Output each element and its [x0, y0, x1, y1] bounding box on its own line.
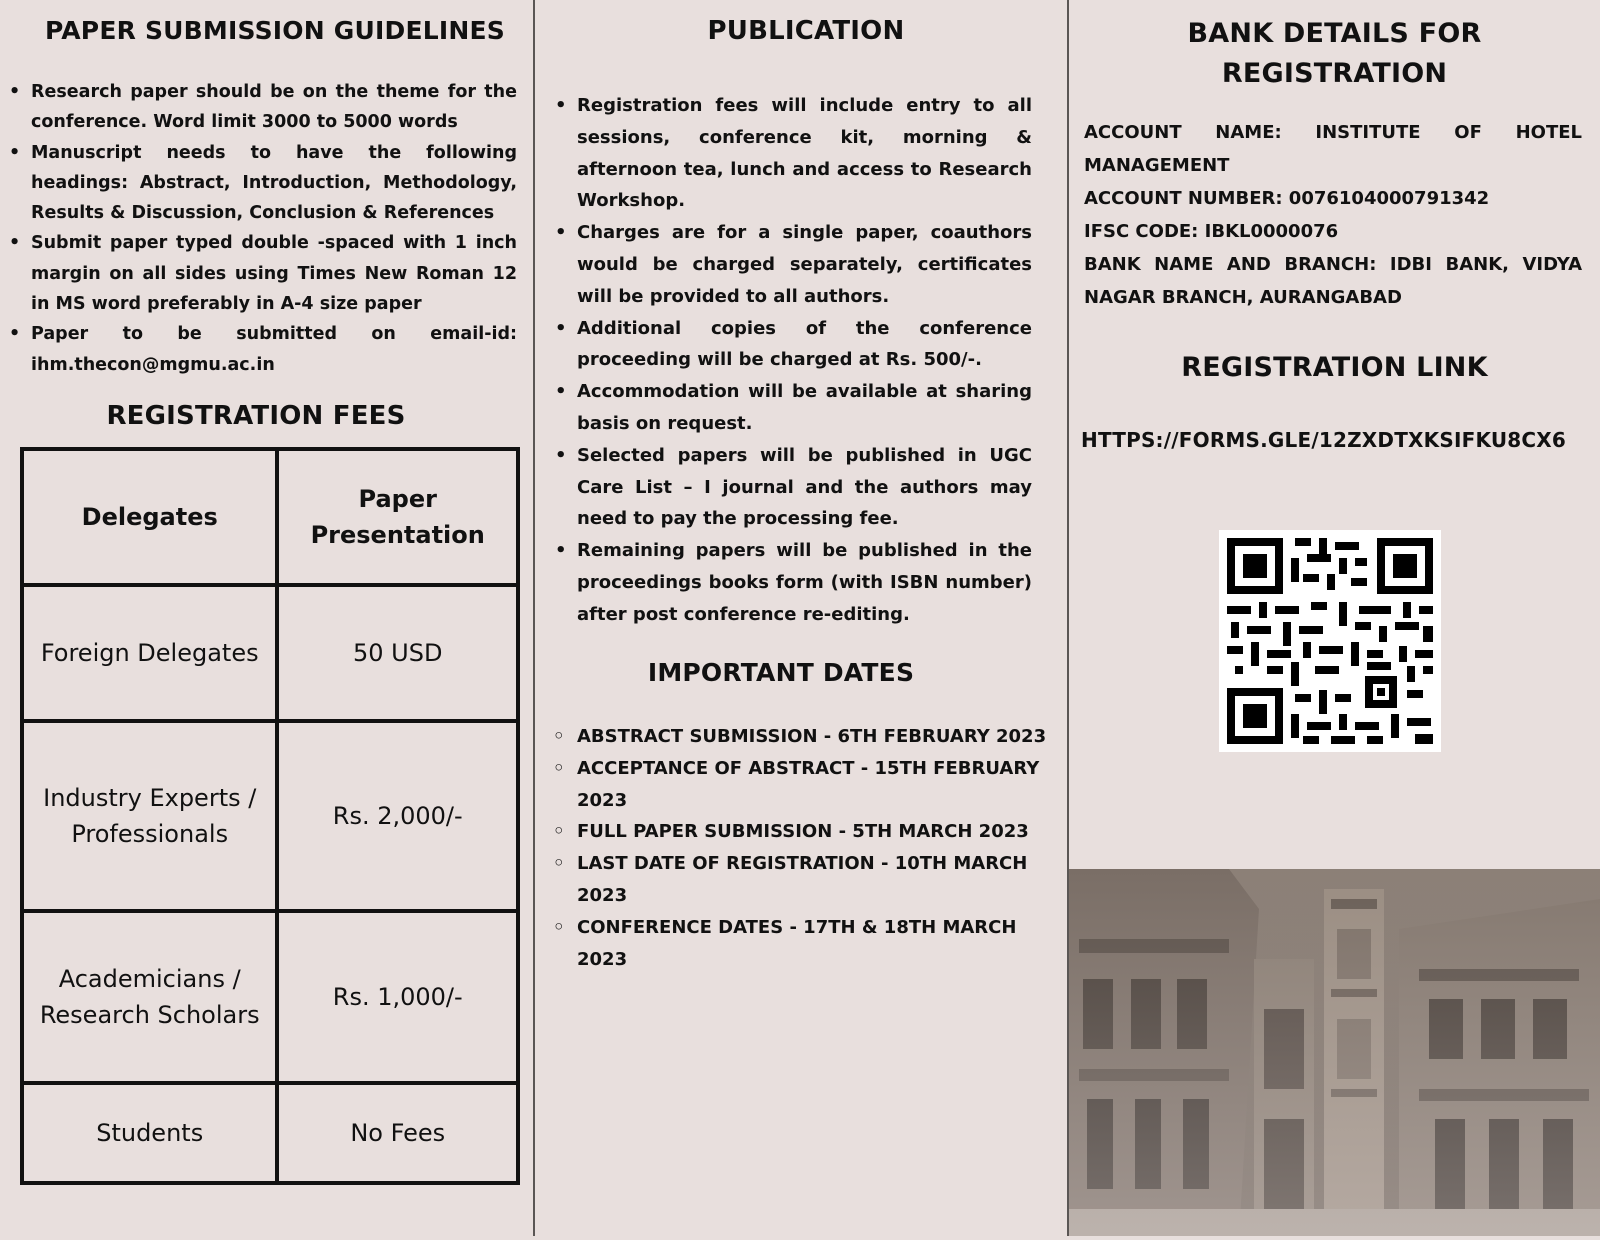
date-item: ◦ LAST DATE OF REGISTRATION - 10TH MARCH 2023	[577, 848, 1055, 912]
ifsc-code: IFSC CODE: IBKL0000076	[1084, 221, 1339, 242]
submission-guidelines-heading: PAPER SUBMISSION GUIDELINES	[45, 16, 505, 45]
important-dates-heading: IMPORTANT DATES	[647, 658, 915, 687]
date-item: ◦ ABSTRACT SUBMISSION - 6TH FEBRUARY 2023	[577, 721, 1055, 753]
publication-item: • Selected papers will be published in UGC Care List – I journal and the authors may need to pay the processing fee.	[577, 440, 1032, 535]
bank-panel	[1069, 0, 1600, 1236]
bank-branch: BANK NAME AND BRANCH: IDBI BANK, VIDYA NAGAR BRANCH, AURANGABAD	[1084, 254, 1582, 308]
delegate-cell: Students	[22, 1083, 277, 1183]
account-number: ACCOUNT NUMBER: 0076104000791342	[1084, 188, 1490, 209]
registration-link[interactable]: HTTPS://FORMS.GLE/12ZXDTXKSIFKU8CX6	[1081, 428, 1566, 452]
date-item: ◦ CONFERENCE DATES - 17TH & 18TH MARCH 2023	[577, 912, 1055, 976]
bank-heading-line: BANK DETAILS FOR	[1187, 18, 1482, 49]
publication-item: • Charges are for a single paper, coauthors would be charged separately, certificates will be provided to all authors.	[577, 217, 1032, 312]
table-row	[22, 721, 518, 911]
publication-item: • Registration fees will include entry to all sessions, conference kit, morning & afternoon tea, lunch and access to Research Workshop.	[577, 90, 1032, 217]
table-row	[22, 1083, 518, 1183]
table-row	[22, 911, 518, 1083]
guideline-item: • Paper to be submitted on email-id: ihm.thecon@mgmu.ac.in	[31, 319, 517, 380]
registration-link-heading: REGISTRATION LINK	[1181, 352, 1488, 383]
fee-cell: No Fees	[277, 1083, 518, 1183]
column-header-paper-presentation: Paper Presentation	[277, 449, 518, 585]
bank-heading-line: REGISTRATION	[1221, 58, 1448, 89]
fee-cell: Rs. 1,000/-	[277, 911, 518, 1083]
guidelines-list	[31, 77, 517, 380]
guideline-item: • Manuscript needs to have the following headings: Abstract, Introduction, Methodology, Results & Discussion, Conclusion & References	[31, 138, 517, 229]
fee-cell: Rs. 2,000/-	[277, 721, 518, 911]
publication-item: • Additional copies of the conference proceeding will be charged at Rs. 500/-.	[577, 313, 1032, 377]
guideline-item: • Submit paper typed double -spaced with 1 inch margin on all sides using Times New Roman 12 in MS word preferably in A-4 size paper	[31, 228, 517, 319]
bank-details-heading	[1069, 14, 1600, 94]
guideline-item: • Research paper should be on the theme for the conference. Word limit 3000 to 5000 words	[31, 77, 517, 138]
publication-item: • Accommodation will be available at sharing basis on request.	[577, 376, 1032, 440]
publication-item: • Remaining papers will be published in the proceedings books form (with ISBN number) after post conference re-editing.	[577, 535, 1032, 630]
qr-code-icon	[1219, 530, 1441, 752]
important-dates-list	[577, 721, 1055, 975]
bank-details	[1084, 116, 1582, 314]
delegate-cell: Industry Experts / Professionals	[22, 721, 277, 911]
date-item: ◦ FULL PAPER SUBMISSION - 5TH MARCH 2023	[577, 816, 1055, 848]
delegate-cell: Foreign Delegates	[22, 585, 277, 721]
date-item: ◦ ACCEPTANCE OF ABSTRACT - 15TH FEBRUARY 2023	[577, 753, 1055, 817]
fee-cell: 50 USD	[277, 585, 518, 721]
publication-heading: PUBLICATION	[707, 16, 905, 46]
account-name: ACCOUNT NAME: INSTITUTE OF HOTEL MANAGEMENT	[1084, 122, 1582, 176]
publication-list	[577, 90, 1032, 631]
temple-photo	[1069, 869, 1600, 1236]
column-header-delegates: Delegates	[22, 449, 277, 585]
delegate-cell: Academicians / Research Scholars	[22, 911, 277, 1083]
table-header-row	[22, 449, 518, 585]
submission-panel	[0, 0, 533, 1236]
publication-panel	[535, 0, 1067, 1236]
registration-fees-heading: REGISTRATION FEES	[106, 401, 406, 431]
table-row	[22, 585, 518, 721]
registration-fees-table	[20, 447, 520, 1185]
